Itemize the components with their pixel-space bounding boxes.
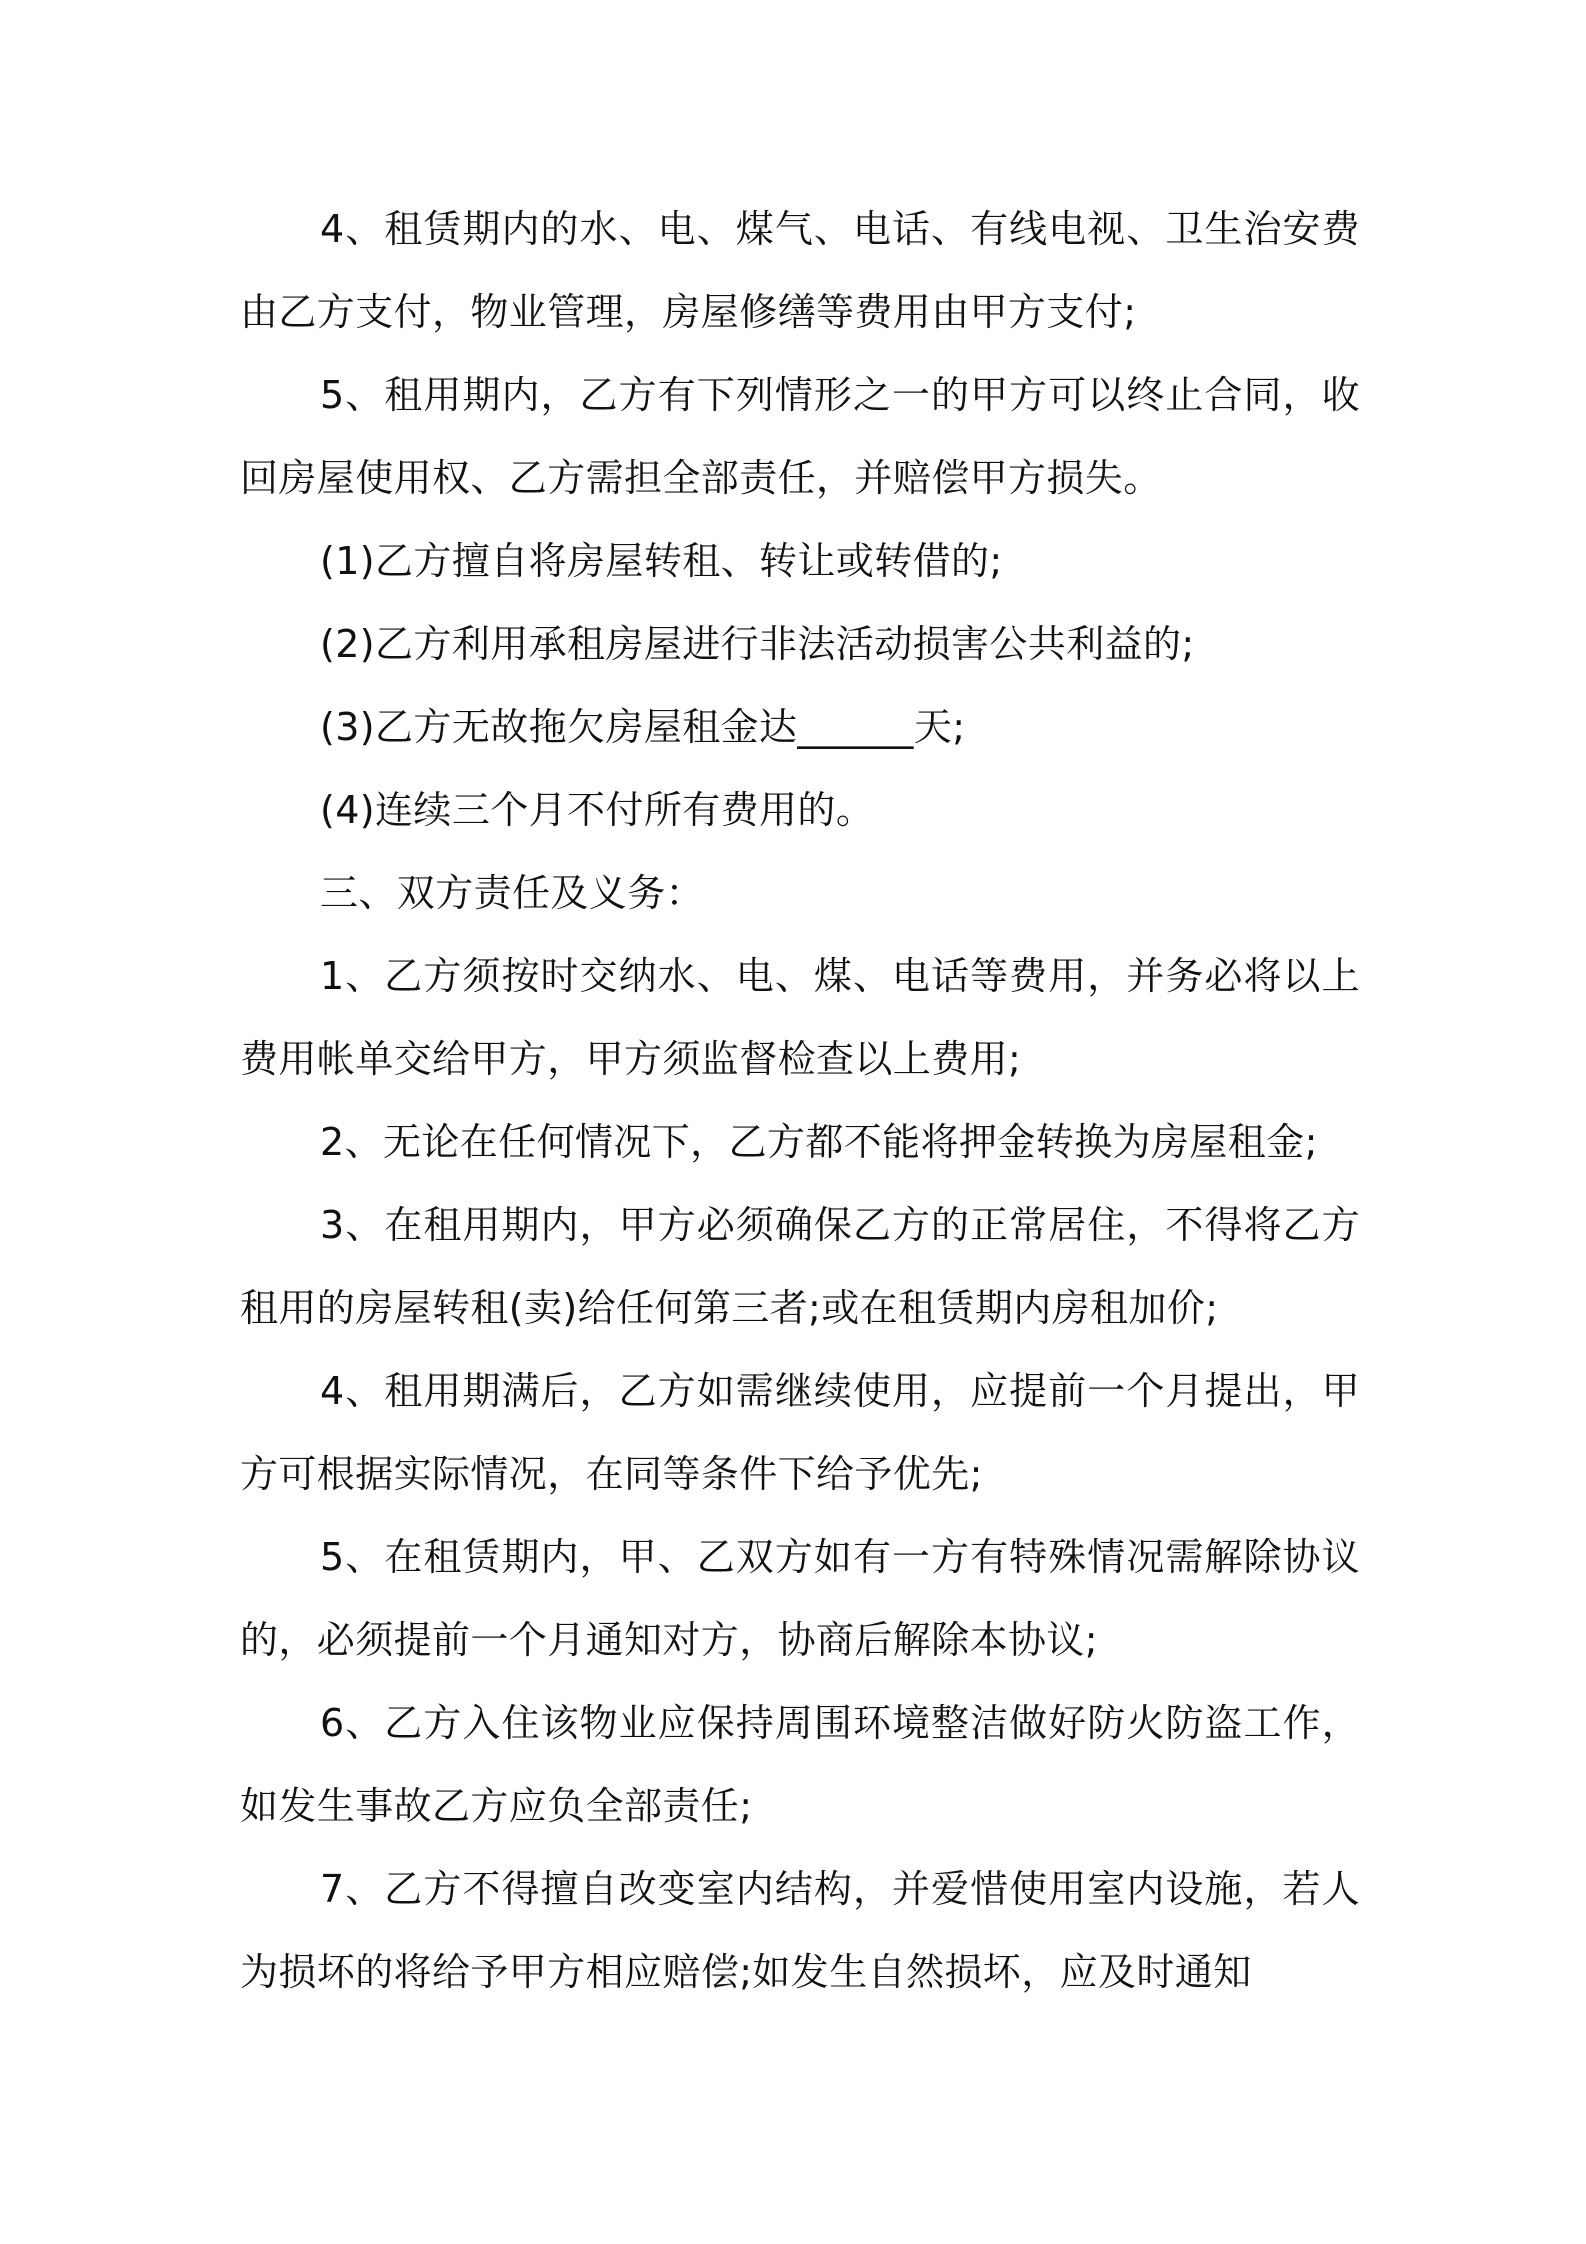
paragraph-duty-4: 4、租用期满后，乙方如需继续使用，应提前一个月提出，甲方可根据实际情况，在同等条件下给予优先; bbox=[240, 1369, 1360, 1496]
paragraph-utilities-fees: 4、租赁期内的水、电、煤气、电话、有线电视、卫生治安费由乙方支付，物业管理，房屋修缮等费用由甲方支付; bbox=[240, 207, 1360, 334]
document-body bbox=[240, 188, 1360, 2014]
paragraph-termination-conditions: 5、租用期内，乙方有下列情形之一的甲方可以终止合同，收回房屋使用权、乙方需担全部责任，并赔偿甲方损失。 bbox=[240, 373, 1360, 500]
paragraph-duty-2: 2、无论在任何情况下，乙方都不能将押金转换为房屋租金; bbox=[320, 1120, 1318, 1164]
paragraph-condition-1: (1)乙方擅自将房屋转租、转让或转借的; bbox=[320, 539, 1003, 583]
paragraph-duty-1: 1、乙方须按时交纳水、电、煤、电话等费用，并务必将以上费用帐单交给甲方，甲方须监督检查以上费用; bbox=[240, 954, 1360, 1081]
paragraph-condition-3: (3)乙方无故拖欠房屋租金达______天; bbox=[320, 705, 966, 749]
paragraph-condition-2: (2)乙方利用承租房屋进行非法活动损害公共利益的; bbox=[320, 622, 1195, 666]
paragraph-duty-7: 7、乙方不得擅自改变室内结构，并爱惜使用室内设施，若人为损坏的将给予甲方相应赔偿;如发生自然损坏，应及时通知 bbox=[240, 1867, 1360, 1994]
paragraph-duty-3: 3、在租用期内，甲方必须确保乙方的正常居住，不得将乙方租用的房屋转租(卖)给任何第三者;或在租赁期内房租加价; bbox=[240, 1203, 1360, 1330]
paragraph-duty-5: 5、在租赁期内，甲、乙双方如有一方有特殊情况需解除协议的，必须提前一个月通知对方，协商后解除本协议; bbox=[240, 1535, 1360, 1662]
section-heading-responsibilities: 三、双方责任及义务： bbox=[320, 871, 705, 915]
paragraph-duty-6: 6、乙方入住该物业应保持周围环境整洁做好防火防盗工作，如发生事故乙方应负全部责任; bbox=[240, 1701, 1360, 1828]
paragraph-condition-4: (4)连续三个月不付所有费用的。 bbox=[320, 788, 875, 832]
